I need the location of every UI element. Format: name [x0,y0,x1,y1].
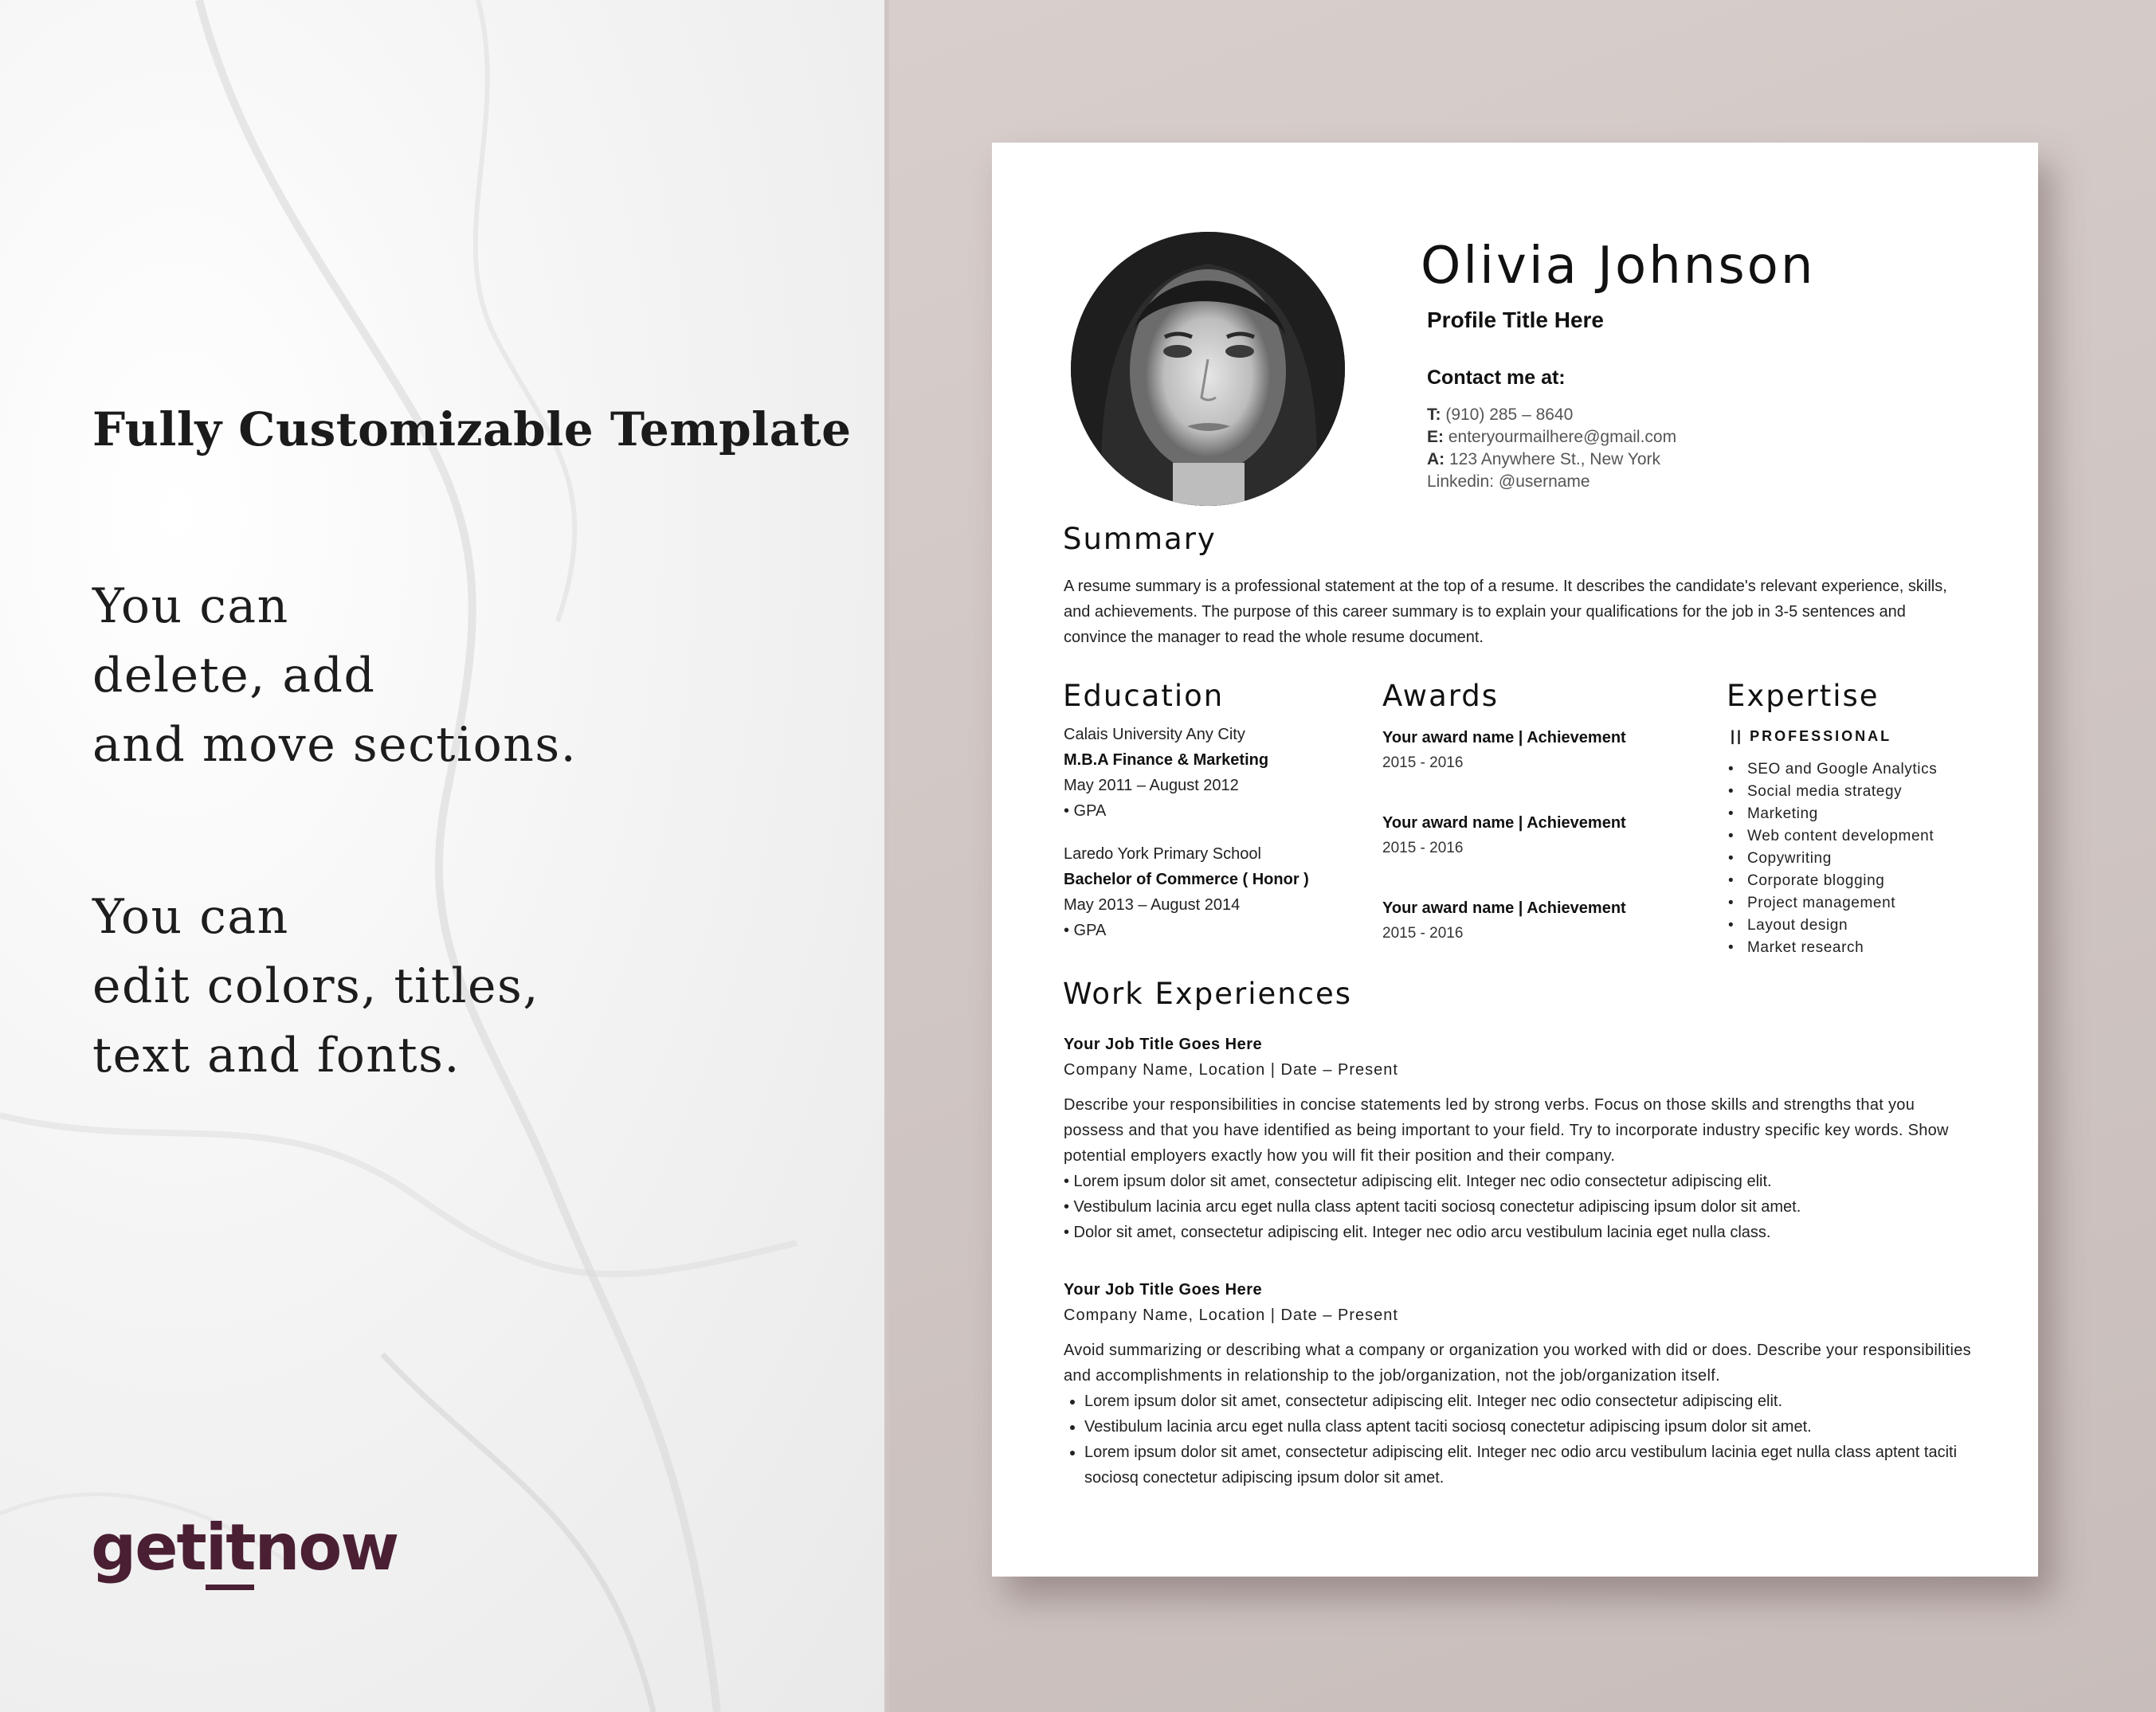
education-gpa: • GPA [1064,922,1107,939]
list-item: • SEO and Google Analytics [1728,758,1937,781]
awards-heading: Awards [1382,679,1499,713]
award-item: Your award name | Achievement 2015 - 2016 [1382,729,1626,771]
promo-text-sections: You can delete, add and move sections. [92,578,578,773]
award-item: Your award name | Achievement 2015 - 2016 [1382,899,1626,942]
summary-text: A resume summary is a professional statement at the top of a resume. It describes the candidate's relevant experience, skills, and achievements. The purpose of this career summary is to explain your qualifications for the job in 3-5 sentences and convince the manager to read the whole resume document. [1064,578,1947,646]
promo-panel [0,0,887,1712]
marble-texture [0,0,887,1712]
list-item: • Marketing [1728,803,1937,825]
promo-text-customize: You can edit colors, titles, text and fonts. [92,889,539,1083]
contact-details: T: (910) 285 – 8640 E: enteryourmailhere@gmail.com A: 123 Anywhere St., New York Linkedin: @username [1427,404,1676,493]
job-bullet: • Lorem ipsum dolor sit amet, consectetur adipiscing elit. Integer nec odio arcu vestibulum lacinia eget nulla class aptent taciti sociosq conectetur adipiscing ipsum dolor sit amet. [1084,1440,1972,1491]
list-item: • Layout design [1728,915,1937,937]
job-company: Company Name, Location | Date – Present [1064,1061,1398,1079]
expertise-heading: Expertise [1727,679,1880,713]
expertise-list [1728,758,1937,959]
job-bullets [1064,1389,1972,1491]
list-item: • Market research [1728,937,1937,959]
education-heading: Education [1063,679,1225,713]
job-title: Your Job Title Goes Here [1064,1036,1263,1053]
promo-title: Fully Customizable Template [92,402,852,456]
job-description: Describe your responsibilities in concise statements led by strong verbs. Focus on those skills and strengths that you possess and that you have identified as being important to your field. Try to incorporate industry specific key words. Show potential employers exactly how you will fit their position and their company. [1064,1096,1949,1165]
panel-divider [884,0,889,1712]
list-item: • Copywriting [1728,848,1937,870]
education-gpa: • GPA [1064,802,1107,820]
work-heading: Work Experiences [1063,977,1353,1011]
education-school: Calais University Any City [1064,726,1245,743]
job-description: Avoid summarizing or describing what a company or organization you worked with did or does. Describe your responsibilities and accomplishments in relationship to the job/organization, not the job/organization itself. [1064,1342,1971,1385]
education-school: Laredo York Primary School [1064,845,1261,863]
profile-photo [1071,232,1345,506]
job-bullet: • Lorem ipsum dolor sit amet, consectetur adipiscing elit. Integer nec odio consectetur adipiscing elit. [1084,1389,1972,1414]
profile-title: Profile Title Here [1427,308,1605,332]
list-item: • Project management [1728,892,1937,915]
summary-heading: Summary [1063,522,1217,556]
job-company: Company Name, Location | Date – Present [1064,1307,1398,1324]
contact-address: 123 Anywhere St., New York [1445,450,1660,468]
list-item: • Corporate blogging [1728,870,1937,892]
award-item: Your award name | Achievement 2015 - 2016 [1382,814,1626,856]
contact-linkedin: Linkedin: @username [1427,472,1590,491]
brand-logo: getitnow [91,1510,398,1585]
job-bullet: • Dolor sit amet, consectetur adipiscing elit. Integer nec odio arcu vestibulum lacinia eget nulla class. [1064,1224,1771,1241]
contact-phone: (910) 285 – 8640 [1441,405,1574,424]
education-degree: Bachelor of Commerce ( Honor ) [1064,871,1309,888]
job-bullet: • Vestibulum lacinia arcu eget nulla class aptent taciti sociosq conectetur adipiscing ipsum dolor sit amet. [1064,1198,1801,1216]
education-dates: May 2013 – August 2014 [1064,896,1241,914]
job-bullet: • Lorem ipsum dolor sit amet, consectetur adipiscing elit. Integer nec odio consectetur adipiscing elit. [1064,1173,1772,1190]
education-list [1064,722,1309,943]
expertise-subheading: || PROFESSIONAL [1731,728,1892,744]
education-degree: M.B.A Finance & Marketing [1064,751,1269,769]
list-item: • Social media strategy [1728,781,1937,803]
resume-name: Olivia Johnson [1421,237,1816,296]
job-bullet: • Vestibulum lacinia arcu eget nulla class aptent taciti sociosq conectetur adipiscing ipsum dolor sit amet. [1084,1414,1972,1440]
contact-label: Contact me at: [1427,366,1566,389]
job-entry [1064,1032,1972,1245]
resume-page [992,143,2038,1577]
contact-email: enteryourmailhere@gmail.com [1444,428,1677,446]
education-dates: May 2011 – August 2012 [1064,777,1239,794]
job-entry [1064,1277,1972,1491]
list-item: • Web content development [1728,825,1937,848]
job-title: Your Job Title Goes Here [1064,1281,1263,1299]
